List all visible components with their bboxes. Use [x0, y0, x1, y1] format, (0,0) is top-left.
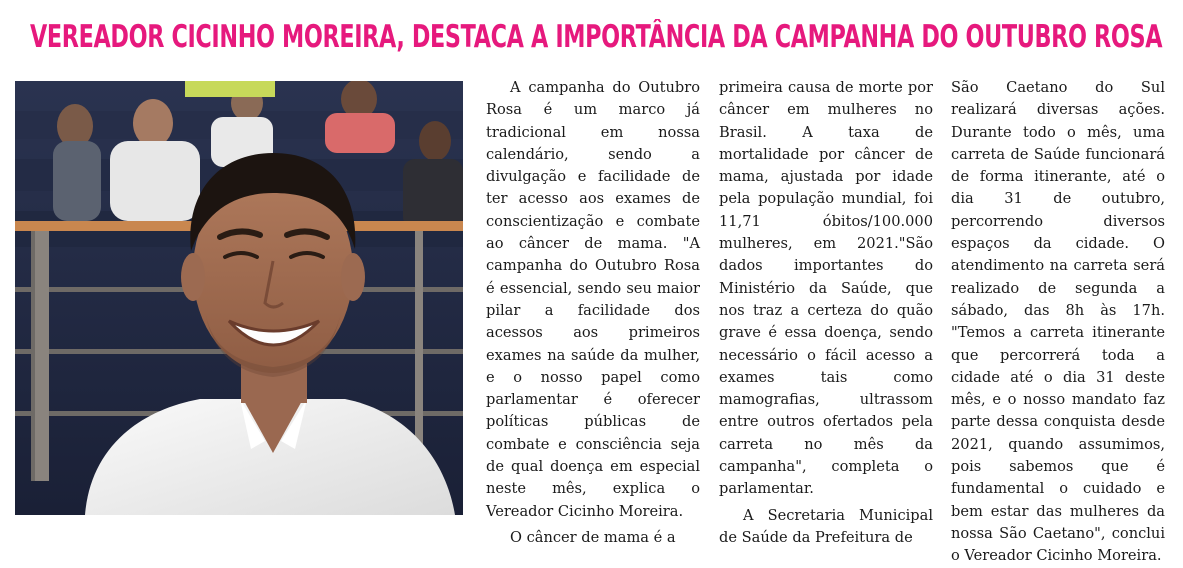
- paragraph: O câncer de mama é a: [510, 528, 676, 546]
- paragraph: primeira causa de morte por câncer em mulheres no Brasil. A taxa de mortalidade por câncer de mama, ajustada por idade pela população mundial, foi 11,71 óbitos/100.000 mulheres, em 2021."São dados importantes do Ministério da Saúde, que nos traz a certeza do quão grave é essa doença, sendo necessário o fácil acesso a exames tais como mamografias, ultrassom entre outros ofertados pela carreta no mês da campanha", completa o parlamentar.: [719, 79, 933, 498]
- article-headline: VEREADOR CICINHO MOREIRA, DESTACA A IMPORTÂNCIA DA CAMPANHA DO OUTUBRO ROSA: [30, 19, 1163, 55]
- article-column-3: [951, 77, 1165, 568]
- paragraph: São Caetano do Sul realizará diversas ações. Durante todo o mês, uma carreta de Saúde funcionará de forma itinerante, até o dia 31 de outubro, percorrendo diversos espaços da cidade. O atendimento na carreta será realizado de segunda a sábado, das 8h às 17h. "Temos a carreta itinerante que percorrerá toda a cidade até o dia 31 deste mês, e o nosso mandato faz parte dessa conquista desde 2021, quando assumimos, pois sabemos que é fundamental o cuidado e bem estar das mulheres da nossa São Caetano", conclui o Vereador Cicinho Moreira.: [951, 79, 1165, 565]
- paragraph: A Secretaria Municipal de Saúde da Prefeitura de: [719, 506, 933, 546]
- portrait-illustration: [15, 81, 463, 515]
- article-column-1: [486, 77, 700, 549]
- paragraph: A campanha do Outubro Rosa é um marco já tradicional em nossa calendário, sendo a divulgação e facilidade de ter acesso aos exames de conscientização e combate ao câncer de mama. "A campanha do Outubro Rosa é essencial, sendo seu maior pilar a facilidade dos acessos aos primeiros exames na saúde da mulher, e o nosso papel como parlamentar é oferecer políticas públicas de combate e consciência seja de qual doença em especial neste mês, explica o Vereador Cicinho Moreira.: [486, 79, 700, 520]
- councilman-photo: [15, 81, 463, 515]
- article-column-2: [719, 77, 933, 549]
